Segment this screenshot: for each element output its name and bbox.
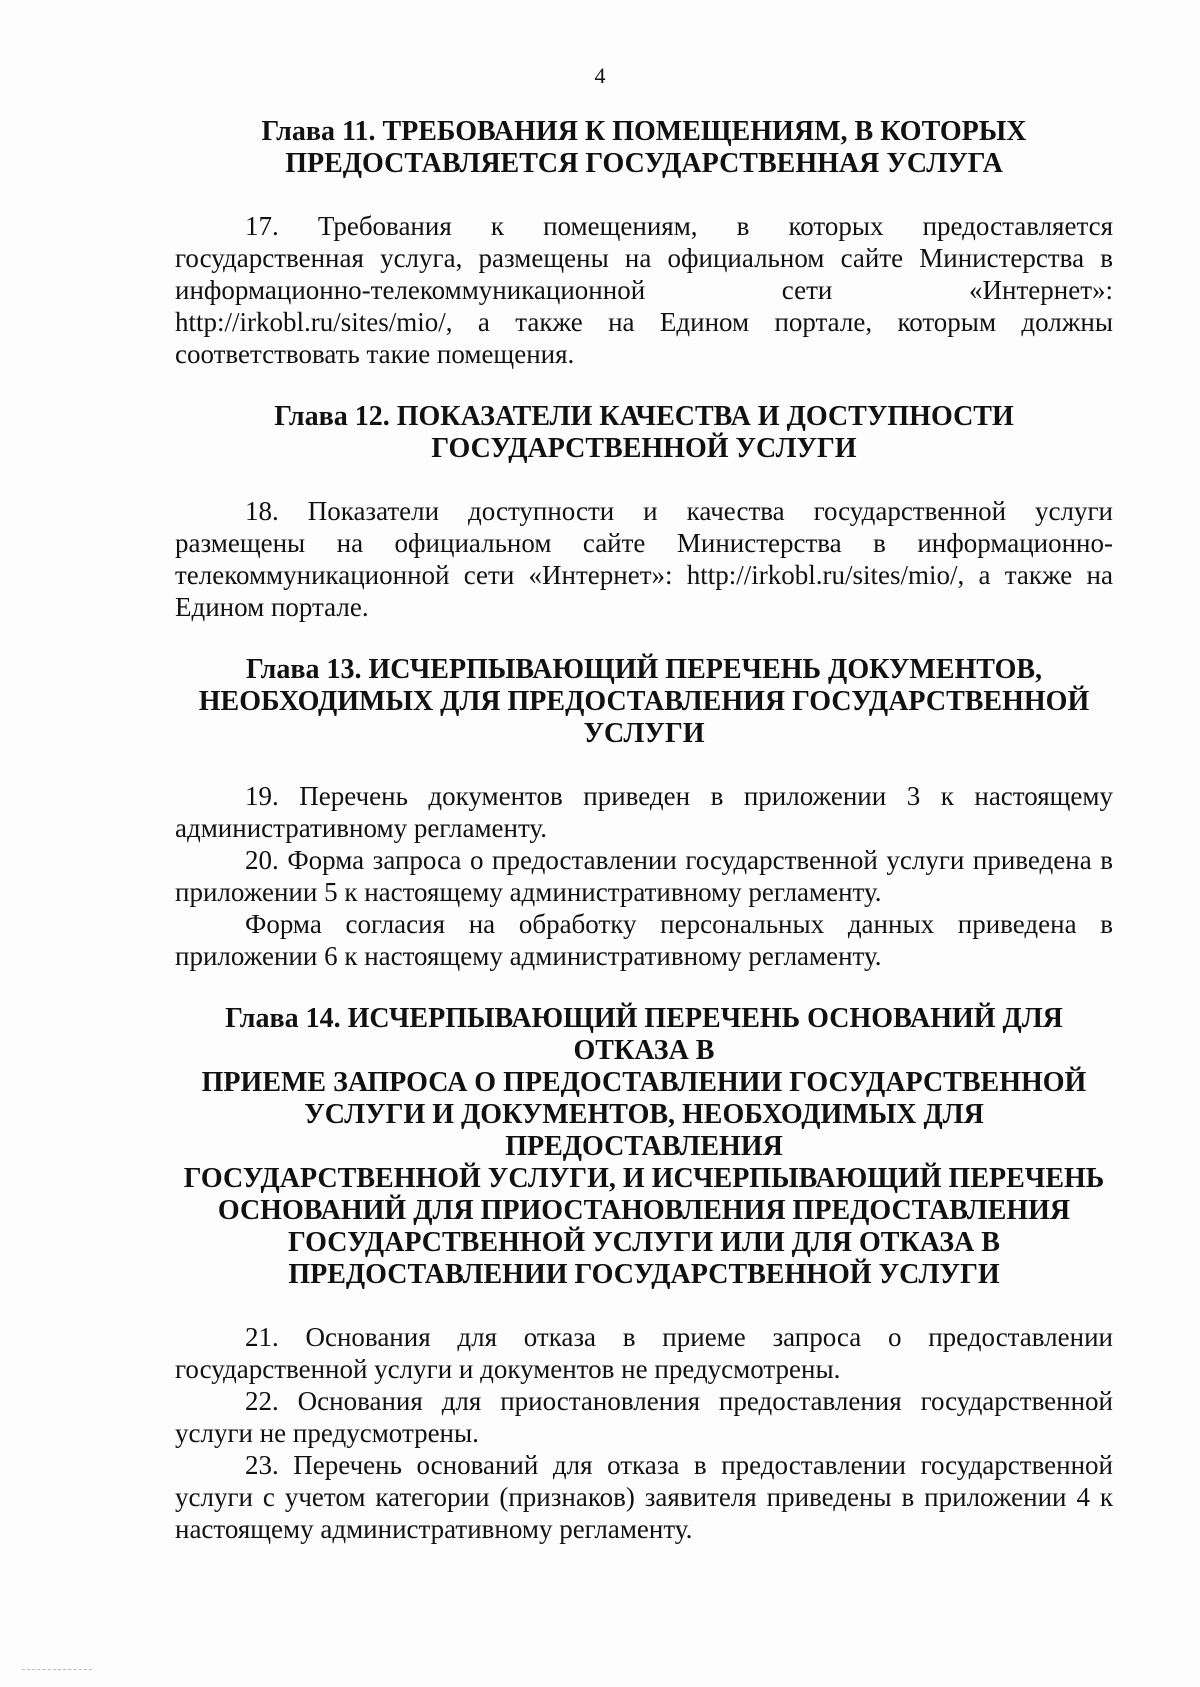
chapter-11 xyxy=(175,116,1113,370)
chapter-title-line: УСЛУГИ xyxy=(583,718,705,749)
chapter-title-line: ГОСУДАРСТВЕННОЙ УСЛУГИ xyxy=(431,433,857,464)
chapter-title-line: ПРЕДОСТАВЛЯЕТСЯ ГОСУДАРСТВЕННАЯ УСЛУГА xyxy=(285,148,1003,179)
chapter-title-line: Глава 12. ПОКАЗАТЕЛИ КАЧЕСТВА И ДОСТУПНОСТИ xyxy=(274,401,1014,432)
page-number: 4 xyxy=(594,63,606,88)
chapter-title xyxy=(175,654,1113,750)
chapter-title xyxy=(175,1003,1113,1291)
paragraph-21: 21. Основания для отказа в приеме запроса о предоставлении государственной услуги и документов не предусмотрены. xyxy=(175,1322,1113,1384)
chapter-title-line: ГОСУДАРСТВЕННОЙ УСЛУГИ ИЛИ ДЛЯ ОТКАЗА В xyxy=(288,1227,1000,1258)
chapter-title-line: Глава 11. ТРЕБОВАНИЯ К ПОМЕЩЕНИЯМ, В КОТОРЫХ xyxy=(261,116,1027,147)
chapter-title-line: УСЛУГИ И ДОКУМЕНТОВ, НЕОБХОДИМЫХ ДЛЯ ПРЕДОСТАВЛЕНИЯ xyxy=(304,1099,984,1162)
paragraph-19: 19. Перечень документов приведен в приложении 3 к настоящему административному регламенту. xyxy=(175,781,1113,843)
paragraph-22: 22. Основания для приостановления предоставления государственной услуги не предусмотрены. xyxy=(175,1386,1113,1448)
chapter-14 xyxy=(175,1003,1113,1545)
scan-artifact xyxy=(22,1669,92,1673)
chapter-title-line: НЕОБХОДИМЫХ ДЛЯ ПРЕДОСТАВЛЕНИЯ ГОСУДАРСТВЕННОЙ xyxy=(198,686,1090,717)
chapter-title-line: ГОСУДАРСТВЕННОЙ УСЛУГИ, И ИСЧЕРПЫВАЮЩИЙ ПЕРЕЧЕНЬ xyxy=(183,1163,1105,1194)
paragraph-consent-form: Форма согласия на обработку персональных данных приведена в приложении 6 к настоящему административному регламенту. xyxy=(175,909,1113,971)
paragraph-17: 17. Требования к помещениям, в которых предоставляется государственная услуга, размещены на официальном сайте Министерства в информационно-телекоммуникационной сети «Интернет»: http://irkobl.ru/sites/mio/, а также на Едином портале, которым должны соответствовать такие помещения. xyxy=(175,211,1113,369)
paragraph-20: 20. Форма запроса о предоставлении государственной услуги приведена в приложении 5 к настоящему административному регламенту. xyxy=(175,845,1113,907)
chapter-title-line: Глава 13. ИСЧЕРПЫВАЮЩИЙ ПЕРЕЧЕНЬ ДОКУМЕНТОВ, xyxy=(245,654,1043,685)
paragraph-23: 23. Перечень оснований для отказа в предоставлении государственной услуги с учетом категории (признаков) заявителя приведены в приложении 4 к настоящему административному регламенту. xyxy=(175,1450,1113,1544)
chapter-title-line: ПРИЕМЕ ЗАПРОСА О ПРЕДОСТАВЛЕНИИ ГОСУДАРСТВЕННОЙ xyxy=(201,1067,1087,1098)
chapter-13 xyxy=(175,654,1113,972)
paragraph-18: 18. Показатели доступности и качества государственной услуги размещены на официальном сайте Министерства в информационно-телекоммуникационной сети «Интернет»: http://irkobl.ru/sites/mio/, а также на Едином портале. xyxy=(175,496,1113,622)
document-body xyxy=(175,116,1113,1545)
chapter-title-line: ПРЕДОСТАВЛЕНИИ ГОСУДАРСТВЕННОЙ УСЛУГИ xyxy=(288,1259,1000,1290)
chapter-title-line: ОСНОВАНИЙ ДЛЯ ПРИОСТАНОВЛЕНИЯ ПРЕДОСТАВЛЕНИЯ xyxy=(217,1195,1071,1226)
chapter-12 xyxy=(175,401,1113,623)
chapter-title xyxy=(175,116,1113,180)
chapter-title xyxy=(175,401,1113,465)
chapter-title-line: Глава 14. ИСЧЕРПЫВАЮЩИЙ ПЕРЕЧЕНЬ ОСНОВАНИЙ ДЛЯ ОТКАЗА В xyxy=(225,1003,1063,1066)
